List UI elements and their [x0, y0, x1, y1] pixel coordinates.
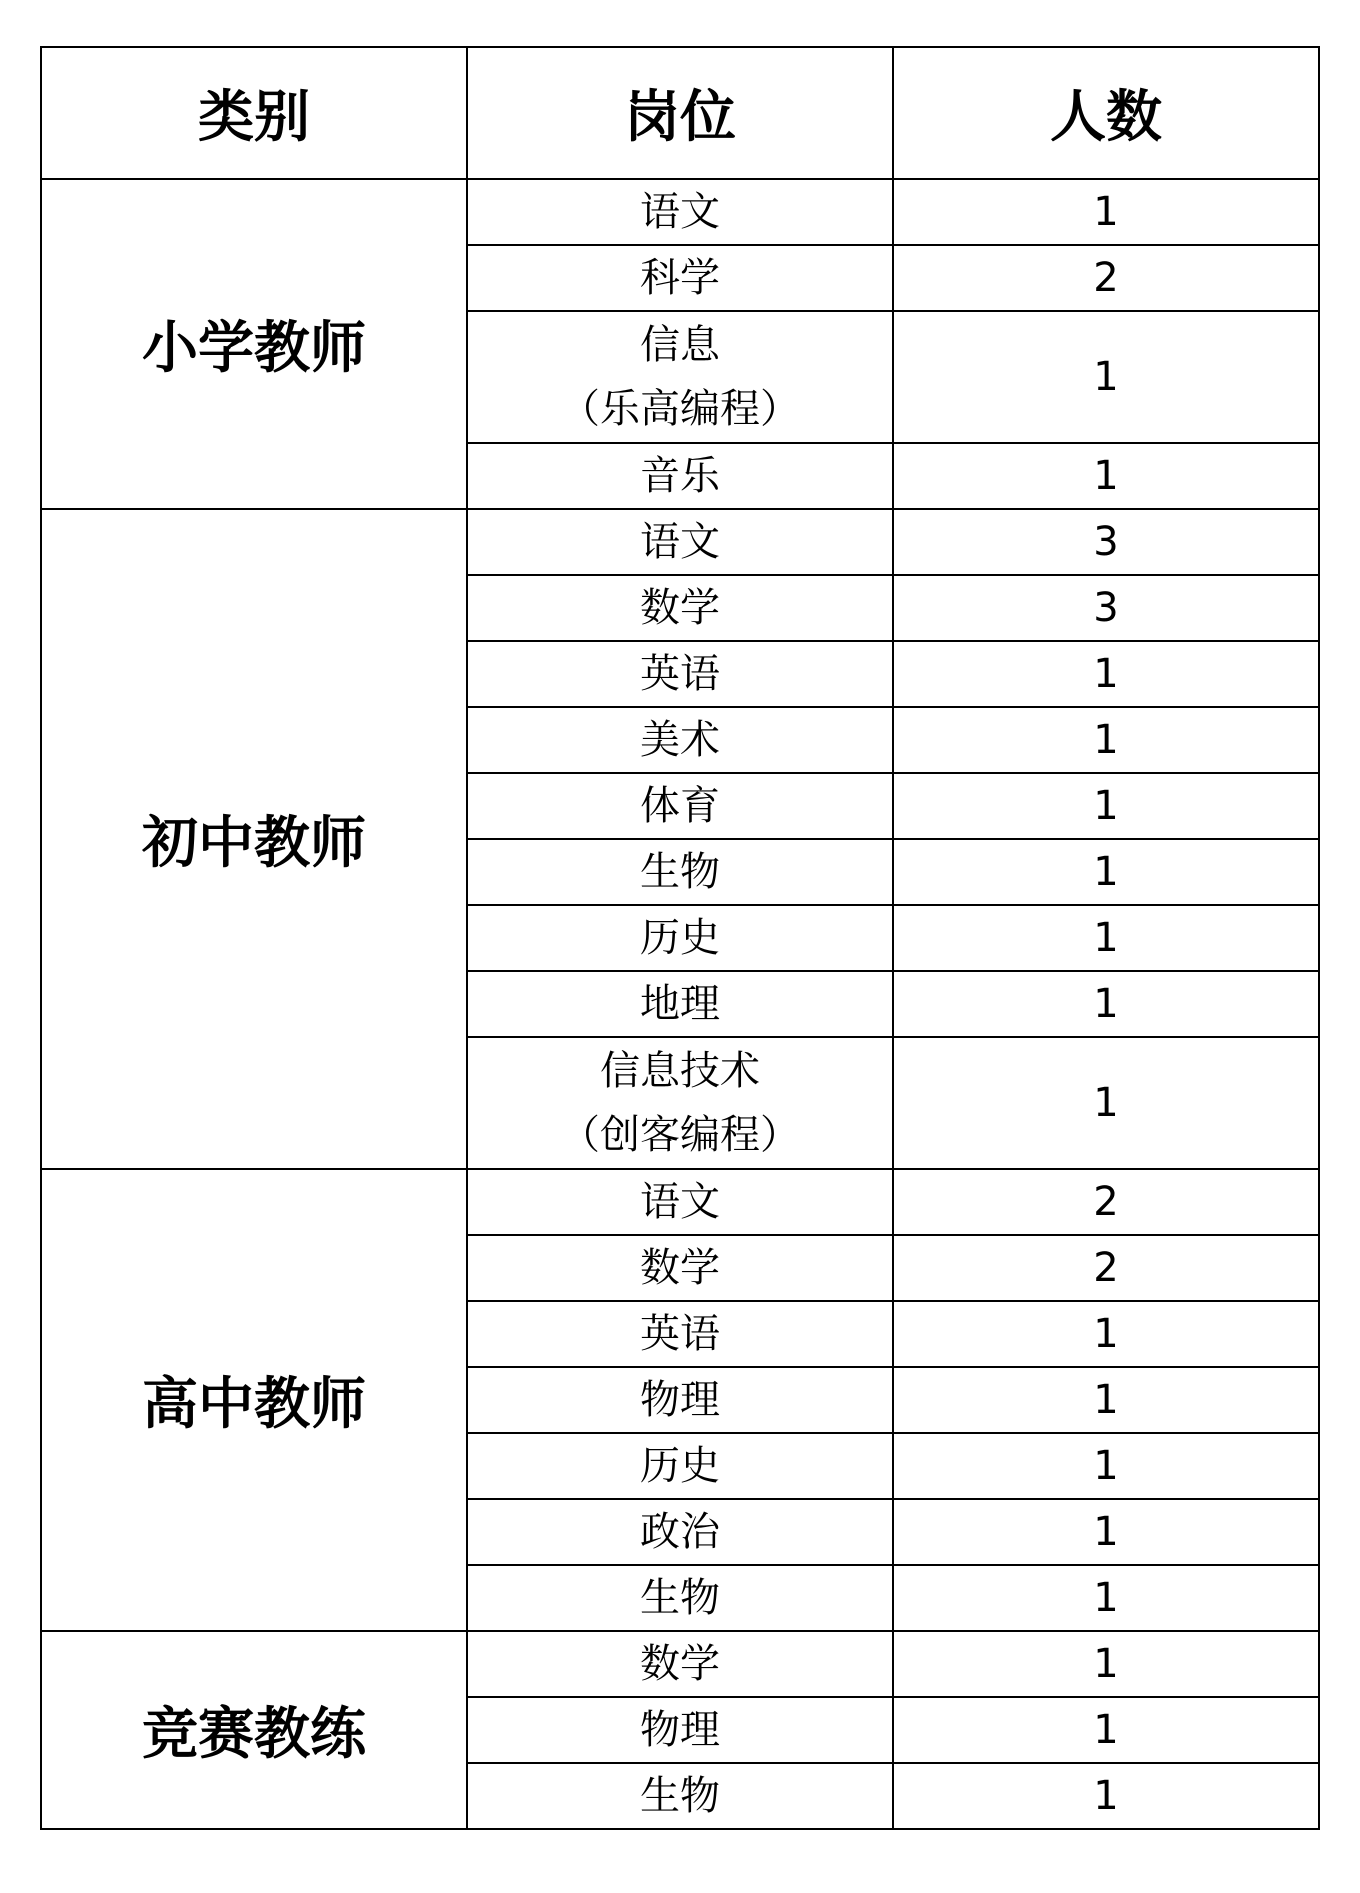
table-row	[41, 1631, 1319, 1697]
category-cell: 初中教师	[41, 509, 467, 1169]
count-cell: 1	[893, 179, 1319, 245]
position-cell: 美术	[467, 707, 893, 773]
position-cell: 历史	[467, 1433, 893, 1499]
position-cell: 语文	[467, 179, 893, 245]
category-cell: 高中教师	[41, 1169, 467, 1631]
position-cell: 历史	[467, 905, 893, 971]
table-row	[41, 509, 1319, 575]
count-cell: 1	[893, 641, 1319, 707]
count-cell: 1	[893, 971, 1319, 1037]
position-cell: 英语	[467, 1301, 893, 1367]
position-cell: 语文	[467, 509, 893, 575]
table-row	[41, 179, 1319, 245]
position-cell: 音乐	[467, 443, 893, 509]
count-cell: 1	[893, 1037, 1319, 1169]
table-row	[41, 1169, 1319, 1235]
count-cell: 1	[893, 443, 1319, 509]
position-cell: 地理	[467, 971, 893, 1037]
position-cell: 物理	[467, 1367, 893, 1433]
header-row	[41, 47, 1319, 179]
count-cell: 1	[893, 839, 1319, 905]
table-body	[41, 179, 1319, 1829]
count-cell: 1	[893, 1697, 1319, 1763]
position-cell: 生物	[467, 1763, 893, 1829]
position-cell: 英语	[467, 641, 893, 707]
count-cell: 1	[893, 707, 1319, 773]
count-cell: 1	[893, 1565, 1319, 1631]
count-cell: 3	[893, 509, 1319, 575]
recruitment-table	[40, 46, 1320, 1830]
count-cell: 1	[893, 773, 1319, 839]
table-header	[41, 47, 1319, 179]
count-cell: 1	[893, 905, 1319, 971]
count-cell: 1	[893, 1631, 1319, 1697]
count-cell: 1	[893, 1499, 1319, 1565]
count-cell: 2	[893, 1169, 1319, 1235]
count-cell: 1	[893, 1367, 1319, 1433]
position-cell: 信息技术 （创客编程）	[467, 1037, 893, 1169]
count-cell: 1	[893, 1301, 1319, 1367]
position-cell: 数学	[467, 575, 893, 641]
position-cell: 语文	[467, 1169, 893, 1235]
count-cell: 1	[893, 1433, 1319, 1499]
position-cell: 政治	[467, 1499, 893, 1565]
count-cell: 3	[893, 575, 1319, 641]
category-cell: 竞赛教练	[41, 1631, 467, 1829]
count-cell: 2	[893, 1235, 1319, 1301]
position-cell: 信息 （乐高编程）	[467, 311, 893, 443]
count-cell: 2	[893, 245, 1319, 311]
position-cell: 生物	[467, 839, 893, 905]
position-cell: 科学	[467, 245, 893, 311]
count-cell: 1	[893, 311, 1319, 443]
position-cell: 物理	[467, 1697, 893, 1763]
header-count: 人数	[893, 47, 1319, 179]
header-position: 岗位	[467, 47, 893, 179]
category-cell: 小学教师	[41, 179, 467, 509]
count-cell: 1	[893, 1763, 1319, 1829]
position-cell: 数学	[467, 1631, 893, 1697]
position-cell: 体育	[467, 773, 893, 839]
header-category: 类别	[41, 47, 467, 179]
position-cell: 数学	[467, 1235, 893, 1301]
position-cell: 生物	[467, 1565, 893, 1631]
